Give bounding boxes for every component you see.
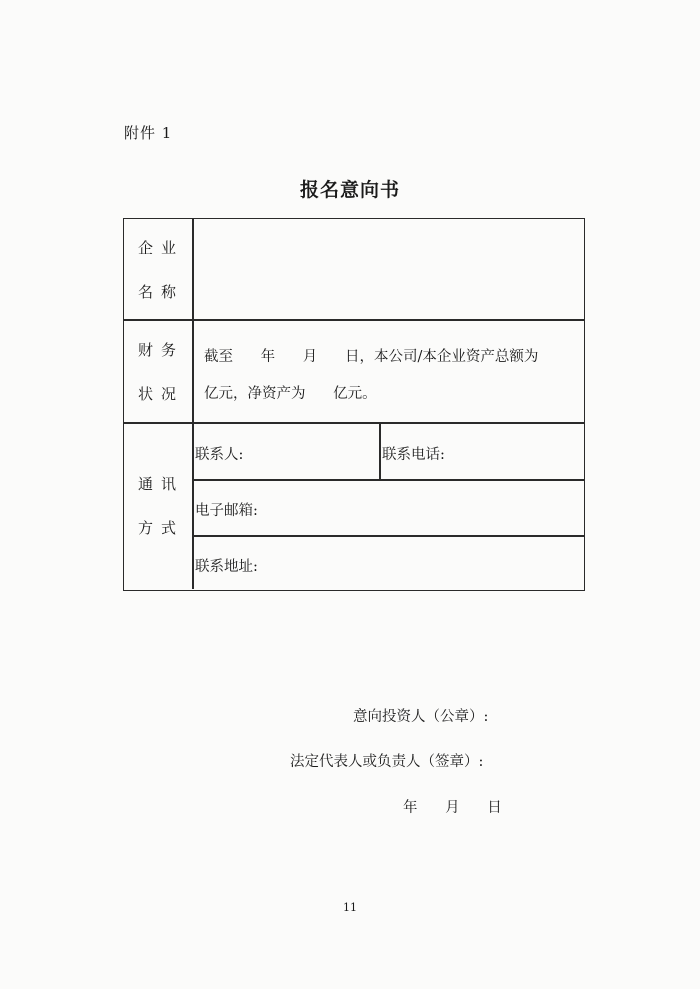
contact-row-divider-2: [192, 535, 584, 537]
contact-label-1: 通讯: [137, 475, 184, 493]
row-divider-2: [124, 422, 584, 424]
registration-form-table: [123, 218, 585, 591]
page-number: 11: [343, 901, 357, 914]
company-name-label-2: 名称: [137, 283, 184, 301]
document-title: 报名意向书: [299, 179, 400, 201]
contact-email-field[interactable]: 电子邮箱:: [195, 503, 258, 519]
contact-person-field[interactable]: 联系人:: [195, 447, 244, 463]
finance-label-2: 状况: [137, 385, 184, 403]
finance-text-line1: 截至 年 月 日，本公司/本企业资产总额为: [204, 349, 539, 365]
row-divider-1: [124, 319, 584, 321]
contact-address-field[interactable]: 联系地址:: [195, 559, 258, 575]
company-name-label-1: 企业: [137, 239, 184, 257]
contact-phone-divider: [379, 422, 381, 480]
investor-seal-line: 意向投资人（公章）:: [353, 709, 489, 725]
finance-label-1: 财务: [137, 341, 184, 359]
signature-date: 年 月 日: [403, 800, 502, 816]
company-name-field[interactable]: [196, 229, 581, 314]
legal-rep-sign-line: 法定代表人或负责人（签章）:: [290, 754, 484, 770]
contact-phone-field[interactable]: 联系电话:: [382, 447, 445, 463]
contact-label-2: 方式: [137, 519, 184, 537]
contact-row-divider-1: [192, 479, 584, 481]
attachment-label: 附件 1: [124, 124, 173, 142]
finance-text-line2: 亿元，净资产为 亿元。: [204, 386, 377, 402]
